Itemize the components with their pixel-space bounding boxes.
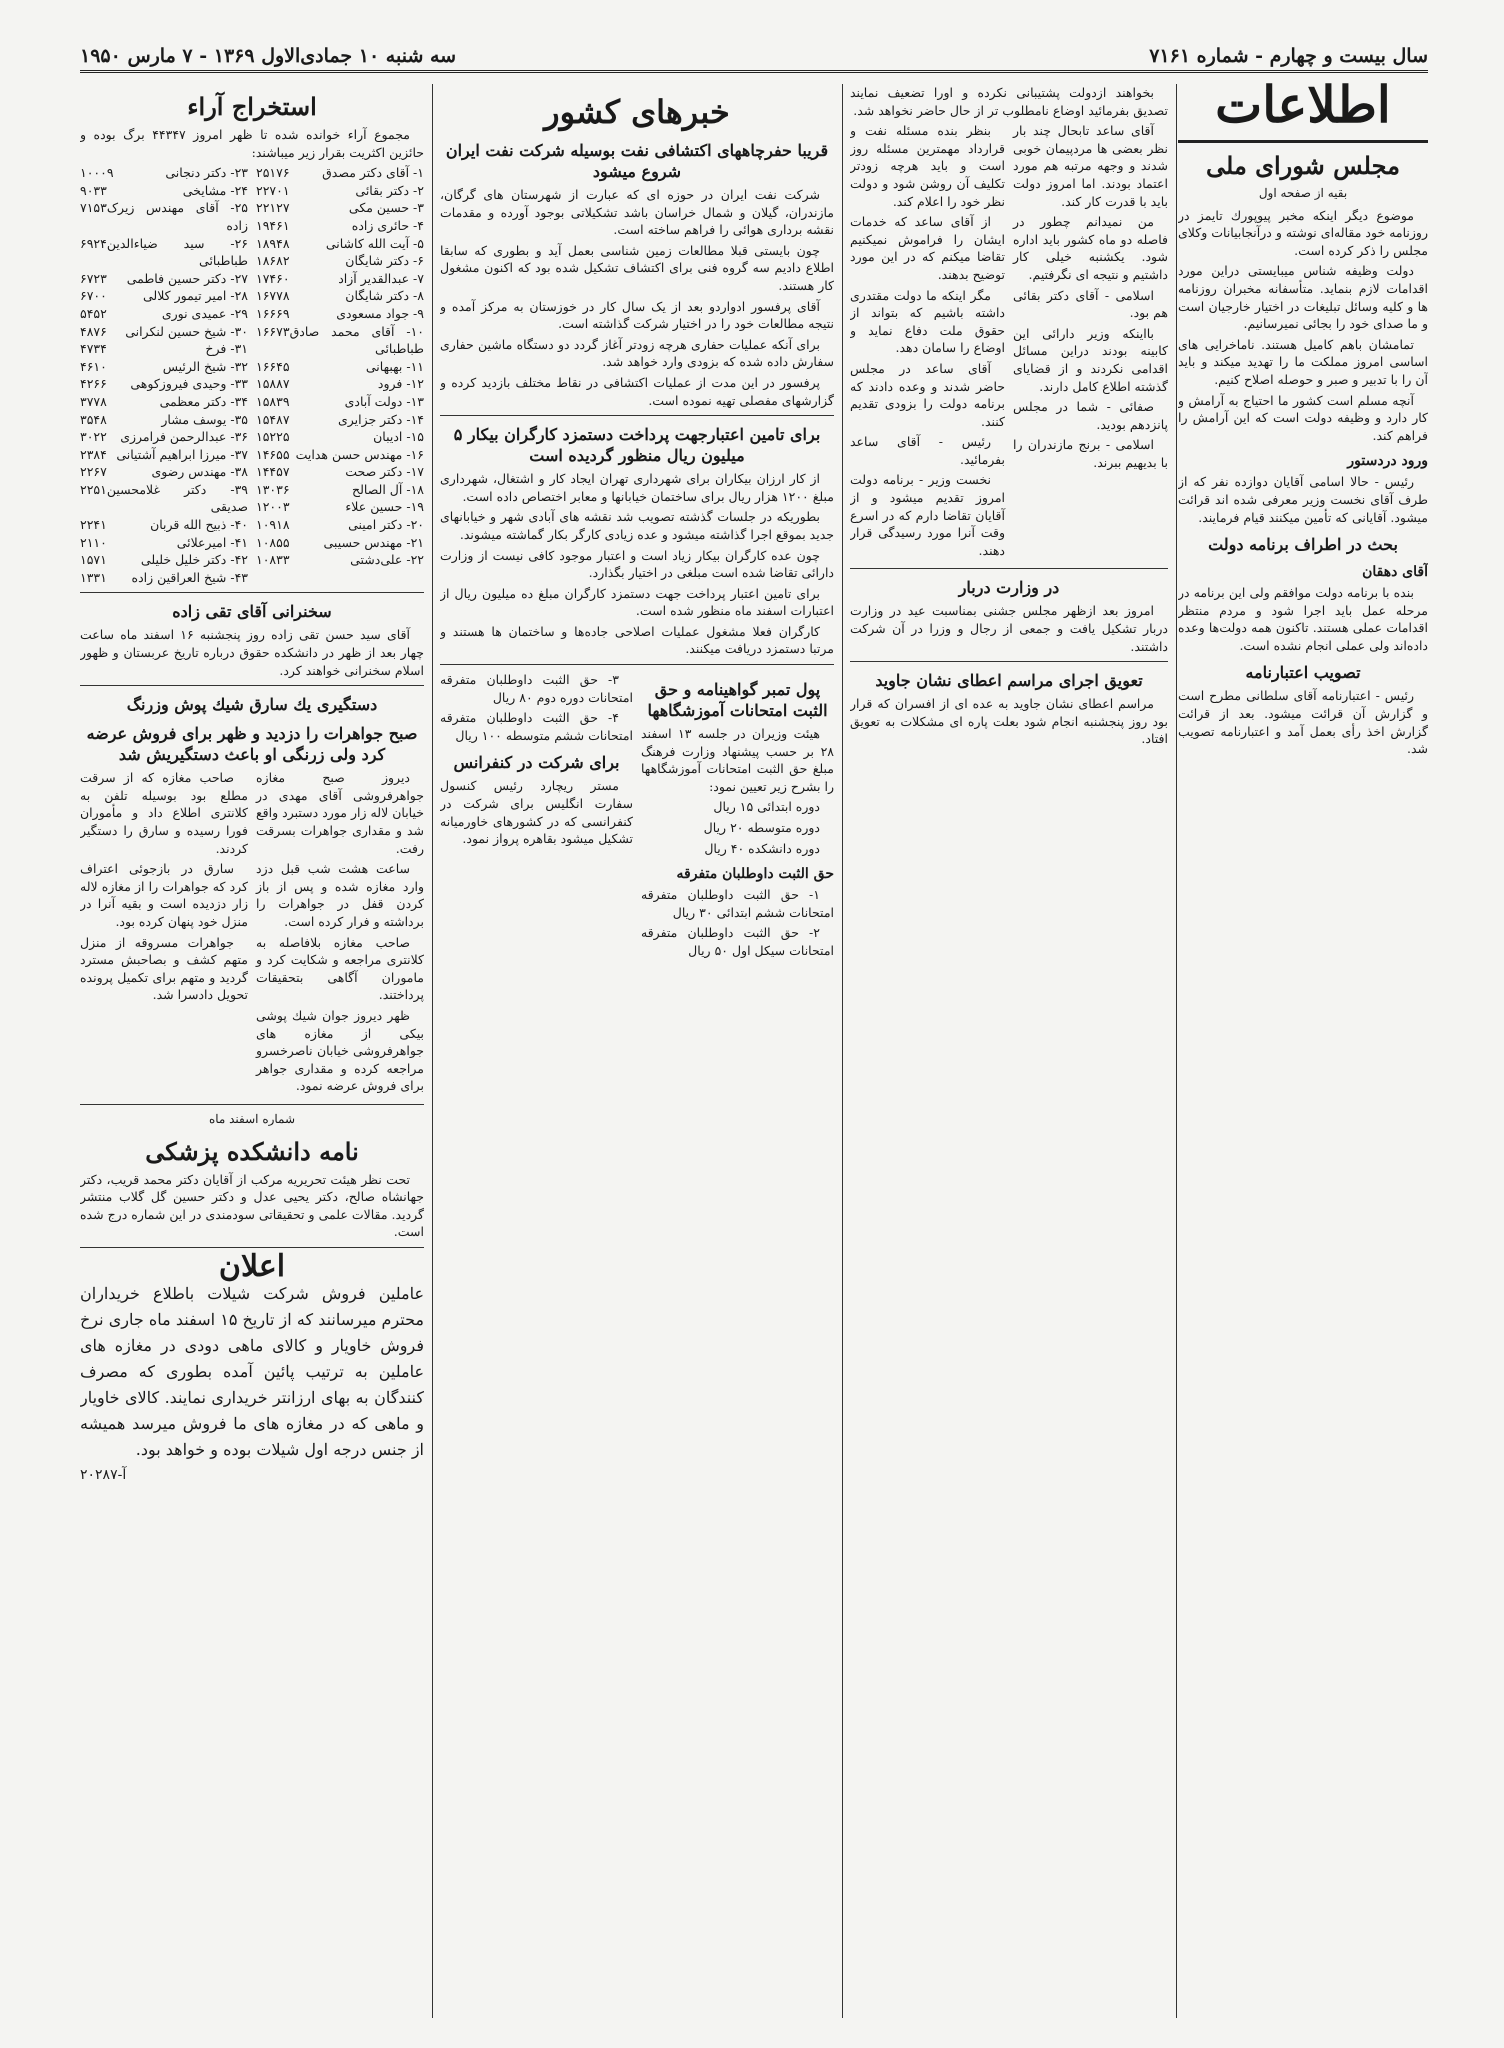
candidate-name: ۴۳- شیخ العراقین زاده: [131, 569, 248, 585]
column-left: [80, 84, 424, 2018]
candidate-name: ۲۷- دکتر حسین فاطمی: [126, 270, 248, 286]
candidate-name: ۳۷- میرزا ابراهیم آشتیانی: [116, 446, 248, 462]
candidate-votes: ۱۶۶۶۹: [256, 305, 290, 321]
votes-subcolumn: [256, 164, 424, 586]
vote-row: [256, 182, 424, 200]
candidate-votes: ۱۹۴۶۱: [256, 217, 290, 233]
candidate-votes: ۱۴۴۵۷: [256, 464, 290, 480]
candidate-votes: ۶۷۲۳: [80, 270, 107, 286]
candidate-name: ۱۹- حسین علاء: [345, 499, 424, 515]
speech-text: آقای سید حسن تقی زاده روز پنجشنبه ۱۶ اسفند ماه ساعت چهار بعد از ظهر در دانشکده حقوق درباره تاریخ عربستان و ظهور اسلام سخنرانی خواهند کرد.: [80, 627, 424, 678]
candidate-name: ۲۹- عمیدی نوری: [161, 305, 248, 321]
candidate-votes: ۵۴۵۲: [80, 305, 107, 321]
news-headline-oil: قریبا حفرچاههای اکتشافی نفت بوسیله شرکت نفت ایران شروع میشود: [445, 141, 829, 181]
news-bottom: [440, 671, 834, 963]
candidate-votes: ۳۵۴۸: [80, 411, 107, 427]
vote-row: [256, 411, 424, 429]
candidate-votes: ۲۳۸۴: [80, 446, 107, 462]
candidate-votes: ۲۵۱۷۶: [256, 165, 290, 181]
ceremony-text: مراسم اعطای نشان جاوید به عده ای از افسران که قرار بود روز پنجشنبه انجام شود بعلت پاره ای مشکلات به تعویق افتاد.: [850, 696, 1168, 747]
vote-row: [80, 199, 248, 234]
candidate-votes: ۱۶۶۷۳: [256, 323, 290, 339]
column-divider: [1176, 84, 1177, 2018]
candidate-votes: ۲۲۱۲۷: [256, 200, 290, 216]
majlis-paragraph: آنچه مسلم است کشور ما احتیاج به آرامش و کار دارد و وظیفه دولت است که این آرامش را فراهم کند.: [1178, 392, 1428, 443]
speech-heading: سخنرانی آقای تقی زاده: [172, 602, 332, 622]
news-story-workers: از کار ارزان بیکاران برای شهرداری تهران ایجاد کار و اشتغال، شهرداری مبلغ ۱۲۰۰ هزار ریال برای ساختمان خیابانها و معابر اختصاص داده است.: [440, 471, 834, 504]
vote-row: [80, 164, 248, 182]
candidate-name: ۳- حسین مکی: [348, 200, 424, 216]
candidate-name: ۲۰- دکتر امینی: [348, 517, 424, 533]
vote-row: [80, 393, 248, 411]
students-item: ۴- حق الثبت داوطلبان متفرقه امتحانات ششم متوسطه ۱۰۰ ریال: [440, 710, 633, 743]
vote-row: [256, 252, 424, 270]
exam-fee: دوره متوسطه ۲۰ ریال: [703, 820, 820, 836]
ministry-text: امروز بعد ازظهر مجلس جشنی بمناسبت عید در وزارت دربار تشکیل یافت و جمعی از رجال و وزرا در آن شرکت داشتند.: [850, 603, 1168, 654]
vote-row: [256, 199, 424, 217]
candidate-name: ۴۲- دکتر خلیل خلیلی: [140, 552, 248, 568]
candidate-votes: ۲۲۶۷: [80, 464, 107, 480]
second-paragraph: اسلامی - آقای دکتر بقائی هم بود.: [1013, 287, 1168, 321]
second-paragraph: از آقای ساعد که خدمات ایشان را فراموش نمیکنیم تقاضا میکنم که در این مورد توضیح بدهند.: [850, 214, 1005, 282]
candidate-name: ۱۰- آقای محمد صادق طباطبائی: [289, 323, 424, 357]
news-story-oil: پرفسور در این مدت از عملیات اکتشافی در نقاط مختلف بازدید کرده و گزارشهای مفصلی تهیه نموده است.: [440, 374, 834, 408]
candidate-name: ۱۱- بهبهانی: [365, 358, 424, 374]
vote-row: [256, 164, 424, 182]
second-paragraph: بااینکه وزیر دارائی این کابینه بودند دراین مسائل اقدامی نکردند و از قضایای گذشته اطلاع کامل دارند.: [1013, 325, 1168, 394]
votes-list: [80, 164, 424, 586]
second-top-text: بخواهند ازدولت پشتیبانی نکرده و اورا تضعیف نمایند تصدیق بفرمائید اوضاع نامطلوب تر از حال حاضر نخواهد شد.: [850, 85, 1168, 118]
vote-row: [256, 498, 424, 516]
candidate-name: ۳۱- فرخ: [205, 341, 248, 357]
discussion-speaker: آقای دهقان: [1362, 564, 1428, 581]
candidate-votes: ۶۷۰۰: [80, 288, 107, 304]
news-story-workers: برای تامین اعتبار پرداخت جهت دستمزد کارگران مبلغ ده میلیون ریال از اعتبارات اسفند ماه منظور شده است.: [440, 585, 834, 619]
candidate-votes: ۳۰۲۲: [80, 429, 107, 445]
vote-row: [80, 481, 248, 516]
candidate-votes: ۲۱۱۰: [80, 534, 107, 550]
exam-text: هیئت وزیران در جلسه ۱۳ اسفند ۲۸ بر حسب پیشنهاد وزارت فرهنگ مبلغ حق الثبت امتحانات آموزشگاهها را بشرح زیر تعیین نمود:: [641, 726, 834, 794]
students-item: ۱- حق الثبت داوطلبان متفرقه امتحانات ششم ابتدائی ۳۰ ریال: [641, 887, 834, 920]
vote-row: [256, 270, 424, 288]
discussion-text: بنده با برنامه دولت موافقم ولی این برنامه در مرحله عمل باید اجرا شود و مردم منتظر اقدامات عملی هستند. تاکنون همه دولت‌ها وعده داده‌اند ولی عملی انجام نشده است.: [1178, 585, 1428, 653]
magazine-issue: شماره اسفند ماه: [208, 1111, 296, 1126]
candidate-name: ۳۶- عبدالرحمن فرامرزی: [120, 429, 248, 445]
column-divider: [842, 84, 843, 2018]
approval-text: رئیس - اعتبارنامه آقای سلطانی مطرح است و گزارش آن قرائت میشود. بعد از قرائت گزارش اخذ رأی بعمل آمد و اعتبارنامه تصویب شد.: [1178, 688, 1428, 757]
column-news: [440, 84, 834, 2018]
news-story-oil: شرکت نفت ایران در حوزه ای که عبارت از شهرستان های گرگان، مازندران، گیلان و شمال خراسان باشد تشکیلاتی بوجود آورده و مقدمات نقشه برداری هوائی را فراهم ساخته است.: [440, 187, 834, 238]
vote-row: [256, 358, 424, 376]
candidate-name: ۲۳- دکتر دنجانی: [165, 165, 248, 181]
candidate-name: ۲۴- مشایخی: [182, 182, 248, 198]
second-paragraph: بنظر بنده مسئله نفت و قرارداد مهمترین مسئله روز است و باید هرچه زودتر تکلیف آن روشن شود و دولت نظر خود را اعلام کند.: [850, 123, 1005, 209]
candidate-votes: ۱۶۷۷۸: [256, 288, 290, 304]
exam-fee: دوره ابتدائی ۱۵ ریال: [713, 799, 820, 815]
vote-row: [80, 569, 248, 587]
discussion-heading: بحث در اطراف برنامه دولت: [1208, 535, 1398, 555]
candidate-votes: ۱۰۹۱۸: [256, 517, 290, 533]
candidate-name: ۴۱- امیرعلائی: [176, 534, 248, 550]
ceremony-heading: تعویق اجرای مراسم اعطای نشان جاوید: [875, 671, 1143, 691]
votes-intro: مجموع آراء خوانده شده تا ظهر امروز ۴۴۳۴۷ برگ بوده و حائزین اکثریت بقرار زیر میباشند:: [80, 127, 424, 160]
candidate-name: ۳۳- وحیدی فیروزکوهی: [130, 376, 248, 392]
candidate-name: ۱۴- دکتر جزایری: [337, 411, 424, 427]
candidate-name: ۱۳- دولت آبادی: [344, 393, 424, 409]
candidate-votes: ۱۲۰۰۳: [256, 499, 290, 515]
students-item: ۲- حق الثبت داوطلبان متفرقه امتحانات سیکل اول ۵۰ ریال: [641, 925, 834, 958]
ministry-heading: در وزارت دربار: [958, 578, 1060, 598]
volume-number: سال بیست و چهارم - شماره ۷۱۶۱: [1149, 45, 1428, 67]
column-divider: [432, 84, 433, 2018]
theft-paragraph: دیروز صبح مغازه جواهرفروشی آقای مهدی در خیابان لاله زار مورد دستبرد واقع شد و مقداری جواهرات بسرقت رفت.: [256, 770, 424, 856]
candidate-votes: ۱۸۶۸۲: [256, 253, 290, 269]
candidate-name: ۲۸- امیر تیمور کلالی: [142, 288, 248, 304]
candidate-name: ۸- دکتر شایگان: [345, 288, 424, 304]
candidate-name: ۲۲- علی‌دشتی: [350, 552, 424, 568]
theft-paragraph: صاحب مغازه بلافاصله به کلانتری مراجعه و شکایت کرد و ماموران آگاهی بتحقیقات پرداختند.: [256, 934, 424, 1003]
vote-row: [256, 305, 424, 323]
students-heading: حق الثبت داوطلبان متفرقه: [676, 866, 834, 883]
vote-row: [256, 534, 424, 552]
candidate-name: ۳۴- دکتر معظمی: [159, 393, 248, 409]
theft-paragraph: سارق در بازجوئی اعتراف کرد که جواهرات را از مغازه لاله زار دزدیده است و بقیه آنرا در منزل خود پنهان کرده بود.: [80, 861, 248, 929]
candidate-votes: ۴۸۷۶: [80, 323, 107, 339]
ad-body: عاملین فروش شرکت شیلات باطلاع خریداران محترم میرسانند که از تاریخ ۱۵ اسفند ماه جاری نرخ فروش خاویار و کالای ماهی دودی در مغازه های عاملین به ترتیب پائین آمده بطوری که مصرف کنندگان به بهای ارزانتر خریداری نمایند. کالای خاویار و ماهی که در مغازه های ما فروش میرسد همیشه از جنس درجه اول شیلات بوده و خواهد بود.: [80, 1284, 424, 1460]
majlis-paragraph: تمامشان باهم کامیل هستند. ناماخرایی های اساسی امروز مملکت ما را تهدید میکند و باید آن را با تدبیر و صبر و حوصله اصلاح کنیم.: [1178, 336, 1428, 387]
second-paragraph: مگر اینکه ما دولت مقتدری داشته باشیم که بتواند از حقوق ملت دفاع نماید و اوضاع را سامان دهد.: [850, 287, 1005, 356]
news-story-workers: بطوریکه در جلسات گذشته تصویب شد نقشه های آبادی شهر و خیابانهای جدید بموقع اجرا گذاشته میشود و عده زیادی کارگر بکار گماشته میشوند.: [440, 509, 834, 542]
candidate-name: ۶- دکتر شایگان: [345, 253, 424, 269]
candidate-name: ۵- آیت الله کاشانی: [325, 235, 424, 251]
candidate-name: ۱۷- دکتر صحت: [345, 464, 424, 480]
candidate-votes: ۱۰۰۰۹: [80, 165, 114, 181]
candidate-name: ۲۵- آقای مهندس زیرک زاده: [106, 200, 248, 233]
candidate-votes: ۴۷۳۴: [80, 341, 107, 357]
candidate-name: ۱۵- ادیبان: [373, 429, 424, 445]
candidate-votes: ۱۷۴۶۰: [256, 270, 290, 286]
theft-paragraph: صاحب مغازه که از سرقت مطلع بود بوسیله تلفن به کلانتری اطلاع داد و مأموران فورا رسیده و سارق را دستگیر کردند.: [80, 770, 248, 856]
majlis-subtitle: بقیه از صفحه اول: [1258, 186, 1348, 200]
candidate-name: ۱۶- مهندس حسن هدایت: [295, 446, 424, 462]
candidate-name: ۲۱- مهندس حسیبی: [323, 534, 424, 550]
candidate-name: ۷- عبدالقدیر آزاد: [338, 270, 424, 286]
candidate-votes: ۱۰۸۵۵: [256, 534, 290, 550]
candidate-votes: ۱۵۸۸۷: [256, 376, 290, 392]
candidate-votes: ۱۵۷۱: [80, 552, 107, 568]
candidate-votes: ۱۵۴۸۷: [256, 411, 290, 427]
vote-row: [80, 375, 248, 393]
second-paragraph: نخست وزیر - برنامه دولت امروز تقدیم میشود و از آقایان تقاضا دارم که در اسرع وقت آنرا مورد رسیدگی قرار دهند.: [850, 472, 1005, 558]
votes-title: استخراج آراء: [187, 92, 317, 121]
vote-row: [256, 375, 424, 393]
exam-fee: دوره دانشکده ۴۰ ریال: [704, 840, 820, 856]
candidate-votes: ۱۰۸۳۳: [256, 552, 290, 568]
column-second: [850, 84, 1168, 2018]
vote-row: [80, 516, 248, 534]
second-paragraph: صفائی - شما در مجلس پانزدهم بودید.: [1013, 399, 1168, 432]
candidate-name: ۱- آقای دکتر مصدق: [322, 165, 424, 181]
candidate-name: ۳۸- مهندس رضوی: [151, 464, 248, 480]
candidate-name: ۳۹- دکتر غلامحسین صدیقی: [106, 481, 248, 515]
ad-heading: اعلان: [218, 1248, 286, 1284]
candidate-name: ۱۸- آل الصالح: [352, 481, 424, 497]
candidate-votes: ۷۱۵۳: [80, 200, 107, 216]
candidate-votes: ۱۴۶۵۵: [256, 446, 290, 462]
vote-row: [256, 287, 424, 305]
ad-code: آ-۲۰۲۸۷: [80, 1467, 127, 1484]
vote-row: [80, 411, 248, 429]
vote-row: [80, 446, 248, 464]
column-majlis: [1178, 70, 1428, 2018]
candidate-votes: ۴۶۱۰: [80, 358, 107, 374]
entry-heading: ورود دردستور: [1347, 453, 1428, 470]
candidate-votes: ۲۲۴۱: [80, 517, 107, 533]
vote-row: [80, 551, 248, 569]
vote-row: [80, 534, 248, 552]
theft-paragraph: ساعت هشت شب قبل دزد وارد مغازه شده و پس از باز کردن قفل در جواهرات را برداشته و فرار کرده است.: [256, 861, 424, 929]
second-paragraph: آقای ساعد در مجلس حاضر شدند و وعده دادند که برنامه دولت را بزودی تقدیم کنند.: [850, 360, 1005, 429]
votes-subcolumn: [80, 164, 248, 586]
vote-row: [80, 323, 248, 341]
candidate-votes: ۱۸۹۴۸: [256, 235, 290, 251]
candidate-name: ۲۶- سید ضیاءالدین طباطبائی: [106, 235, 248, 269]
entry-text: رئیس - حالا اسامی آقایان دوازده نفر که از طرف آقای نخست وزیر معرفی شده اند قرائت میشود. آقایانی که تأمین میکنند قیام فرمایند.: [1178, 474, 1428, 525]
second-columns: [850, 122, 1168, 562]
majlis-paragraph: موضوع دیگر اینکه مخبر پیوپورك تایمز در روزنامه خود مقاله‌ای نوشته و درآنجابیانات وکلای مجلس را ذکر کرده است.: [1178, 207, 1428, 258]
magazine-title: نامه دانشکده پزشکی: [145, 1136, 359, 1166]
students-item: ۳- حق الثبت داوطلبان متفرقه امتحانات دوره دوم ۸۰ ریال: [440, 672, 633, 705]
approval-heading: تصویب اعتبارنامه: [1245, 663, 1361, 683]
candidate-name: ۲- دکتر بقائی: [355, 182, 424, 198]
news-story-oil: برای آنکه عملیات حفاری هرچه زودتر آغاز گردد دو دستگاه ماشین حفاری سفارش داده شده که بزودی وارد خواهد شد.: [440, 336, 834, 370]
candidate-votes: ۲۲۵۱: [80, 481, 107, 497]
news-story-workers: چون عده کارگران بیکار زیاد است و اعتبار موجود کافی نیست از وزارت دارائی تقاضا شده است مبلغی در اختیار بگذارد.: [440, 547, 834, 581]
theft-paragraph: جواهرات مسروقه از منزل متهم کشف و بصاحبش مسترد گردید و متهم برای تکمیل پرونده تحویل دادسرا شد.: [80, 934, 248, 1003]
theft-columns: [80, 769, 424, 1098]
candidate-votes: ۳۷۷۸: [80, 393, 107, 409]
conference-heading: برای شرکت در کنفرانس: [453, 753, 620, 773]
candidate-votes: ۱۵۲۲۵: [256, 429, 290, 445]
theft-heading: دستگیری یك سارق شیك پوش وزرنگ: [126, 695, 378, 715]
candidate-votes: ۱۶۶۴۵: [256, 358, 290, 374]
candidate-votes: ۲۲۷۰۱: [256, 182, 290, 198]
candidate-name: ۱۲- فرود: [377, 376, 424, 392]
second-paragraph: آقای ساعد تابحال چند بار نظر بعضی ها مردپیمان خوبی شدند و وجهه مرتبه هم مورد اعتماد بودند. اما امروز دولت باید با قدرت کار کند.: [1013, 123, 1168, 209]
vote-row: [80, 182, 248, 200]
conference-text: مستر ریچارد رئیس کنسول سفارت انگلیس برای شرکت در کنفرانسی که در کشورهای خاورمیانه تشکیل میشود بقاهره پرواز نمود.: [440, 778, 633, 847]
vote-row: [80, 358, 248, 376]
candidate-votes: ۹۰۳۳: [80, 182, 107, 198]
candidate-votes: ۱۵۸۳۹: [256, 393, 290, 409]
theft-paragraph: ظهر دیروز جوان شیك پوشی بیکی از مغازه های جواهرفروشی خیابان ناصرخسرو مراجعه کرده و مقداری جواهر برای فروش عرضه نمود.: [256, 1007, 424, 1094]
news-title: خبرهای کشور: [544, 93, 730, 131]
vote-row: [80, 428, 248, 446]
candidate-votes: ۱۳۳۱: [80, 569, 107, 585]
vote-row: [80, 305, 248, 323]
vote-row: [256, 323, 424, 358]
exam-heading: پول تمبر گواهینامه و حق الثبت امتحانات آموزشگاهها: [647, 680, 828, 721]
magazine-text: تحت نظر هیئت تحریریه مرکب از آقایان دکتر محمد قریب، دکتر جهانشاه صالح، دکتر یحیی عدل و دکتر حسین گل گلاب منتشر گردید. مقالات علمی و تحقیقاتی سودمندی در این شماره درج شده است.: [80, 1171, 424, 1240]
candidate-name: ۳۵- یوسف مشار: [161, 411, 248, 427]
vote-row: [80, 463, 248, 481]
vote-row: [256, 393, 424, 411]
vote-row: [256, 217, 424, 235]
candidate-name: ۳۲- شیخ الرئیس: [162, 358, 248, 374]
news-story-oil: چون بایستی قبلا مطالعات زمین شناسی بعمل آید و بطوری که سابقا اطلاع دادیم سه گروه فنی برای اکتشاف تشکیل شده بود که اکنون مشغول کار هستند.: [440, 242, 834, 293]
issue-date: سه شنبه ۱۰ جمادی‌الاول ۱۳۶۹ - ۷ مارس ۱۹۵۰: [80, 45, 457, 67]
vote-row: [256, 516, 424, 534]
majlis-title: مجلس شورای ملی: [1206, 151, 1400, 180]
vote-row: [80, 340, 248, 358]
candidate-name: ۳۰- شیخ حسین لنکرانی: [125, 323, 248, 339]
vote-row: [80, 270, 248, 288]
candidate-votes: ۱۳۰۳۶: [256, 481, 290, 497]
second-paragraph: رئیس - آقای ساعد بفرمائید.: [850, 434, 1005, 467]
vote-row: [256, 235, 424, 253]
vote-row: [256, 481, 424, 499]
candidate-votes: ۶۹۲۴: [80, 235, 107, 251]
candidate-name: ۴- حائری زاده: [351, 217, 424, 233]
vote-row: [256, 428, 424, 446]
masthead: [80, 42, 1428, 73]
theft-subheading: صبح جواهرات را دزدید و ظهر برای فروش عرضه کرد ولی زرنگی او باعث دستگیریش شد: [86, 724, 418, 765]
news-story-workers: کارگران فعلا مشغول عملیات اصلاحی جاده‌ها و ساختمان ها هستند و مرتبا دستمزد دریافت میکنند.: [440, 623, 834, 657]
candidate-name: ۹- جواد مسعودی: [336, 305, 424, 321]
candidate-name: ۴۰- ذبیح الله قربان: [150, 517, 248, 533]
candidate-votes: ۴۲۶۶: [80, 376, 107, 392]
second-paragraph: من نمیدانم چطور در فاصله دو ماه کشور باید اداره شود. یکشنبه خیلی کار داشتیم و نتیجه ای نگرفتیم.: [1013, 214, 1168, 282]
news-story-oil: آقای پرفسور ادواردو بعد از یک سال کار در خوزستان به مرکز آمده و نتیجه مطالعات خود را در اختیار شرکت گذاشته است.: [440, 298, 834, 332]
news-headline-workers: برای تامین اعتبارجهت پرداخت دستمزد کارگران بیکار ۵ میلیون ریال منظور گردیده است: [453, 425, 821, 466]
newspaper-logo: اطلاعات: [1178, 70, 1428, 143]
vote-row: [80, 235, 248, 270]
vote-row: [80, 287, 248, 305]
vote-row: [256, 463, 424, 481]
vote-row: [256, 446, 424, 464]
second-paragraph: اسلامی - برنج مازندران را با بدیهیم ببرند.: [1013, 437, 1168, 470]
majlis-paragraph: دولت وظیفه شناس میبایستی دراین مورد اقدامات لازم بنماید. متأسفانه مخبران روزنامه ها و کلیه وسائل تبلیغات در اختیار خارجیان است و ما صدای خود را بجائی نمیرسانیم.: [1178, 263, 1428, 332]
vote-row: [256, 551, 424, 569]
